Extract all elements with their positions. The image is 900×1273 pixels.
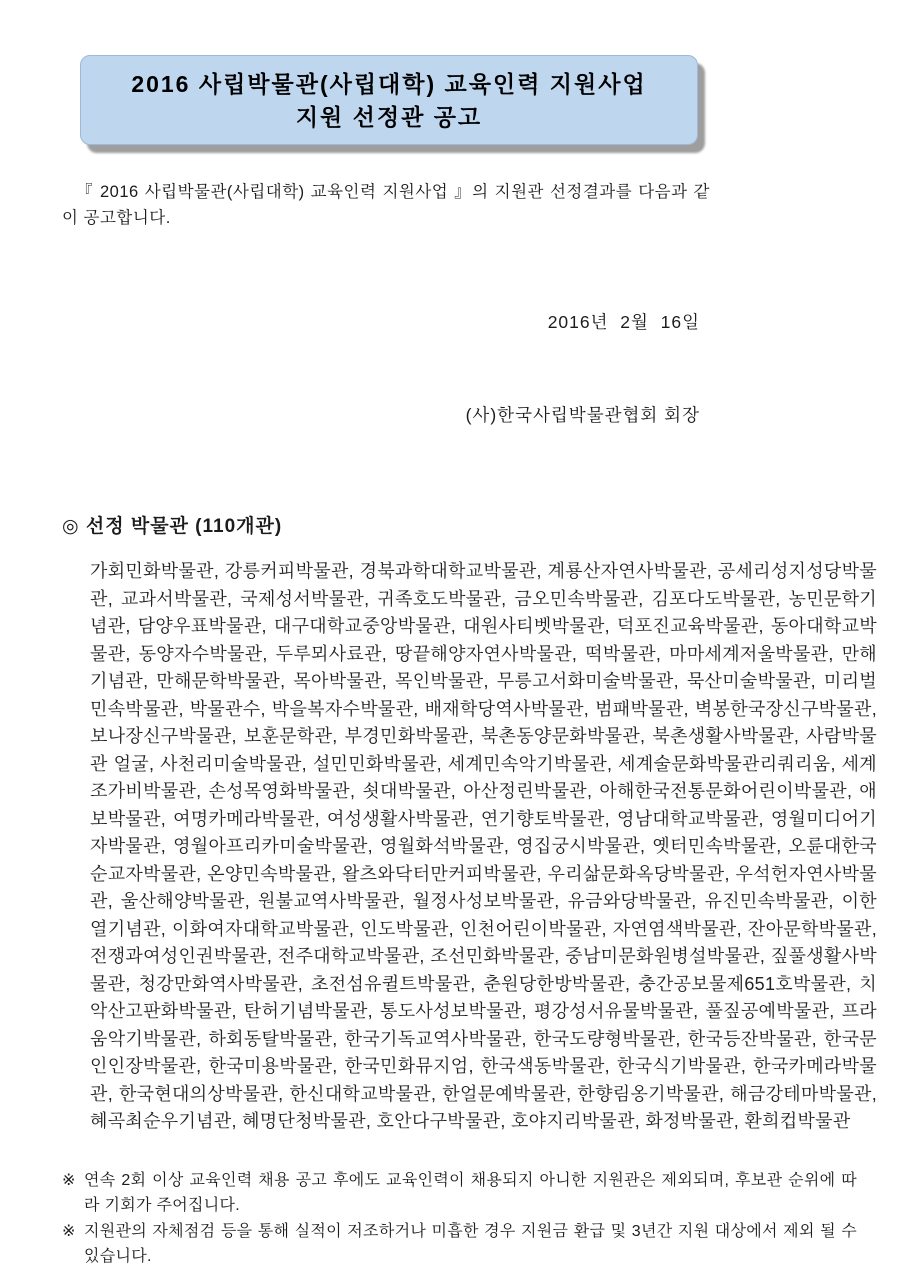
reference-mark-icon: ※: [62, 1222, 76, 1240]
footnotes: [62, 1168, 857, 1269]
announcement-date: 2016년 2월 16일: [547, 312, 700, 332]
reference-mark-icon: ※: [62, 1171, 76, 1189]
footnote-text: 연속 2회 이상 교육인력 채용 공고 후에도 교육인력이 채용되지 아니한 지원관은 제외되며, 후보관 순위에 따라 기회가 주어집니다.: [84, 1171, 857, 1214]
document-title-line1: 2016 사립박물관(사립대학) 교육인력 지원사업: [131, 71, 647, 97]
title-banner: [80, 55, 698, 145]
footnote-item: [62, 1219, 857, 1269]
museum-list: 가회민화박물관, 강릉커피박물관, 경북과학대학교박물관, 계룡산자연사박물관, 공세리성지성당박물관, 교과서박물관, 국제성서박물관, 귀족호도박물관, 금오민속박물관, 김포다도박물관, 농민문학기념관, 담양우표박물관, 대구대학교중앙박물관, 대원사티벳박물관, 덕포진교육박물관, 동아대학교박물관, 동양자수박물관, 두루뫼사료관, 땅끝해양자연사박물관, 떡박물관, 마마세계저울박물관, 만해기념관, 만해문학박물관, 목아박물관, 목인박물관, 무릉고서화미술박물관, 묵산미술박물관, 미리벌민속박물관, 박물관수, 박을복자수박물관, 배재학당역사박물관, 범패박물관, 벽봉한국장신구박물관, 보나장신구박물관, 보훈문학관, 부경민화박물관, 북촌동양문화박물관, 북촌생활사박물관, 사람박물관 얼굴, 사천리미술박물관, 설민민화박물관, 세계민속악기박물관, 세계술문화박물관리쿼리움, 세계조가비박물관, 손성목영화박물관, 쇳대박물관, 아산정린박물관, 아해한국전통문화어린이박물관, 애보박물관, 여명카메라박물관, 여성생활사박물관, 연기향토박물관, 영남대학교박물관, 영월미디어기자박물관, 영월아프리카미술박물관, 영월화석박물관, 영집궁시박물관, 옛터민속박물관, 오륜대한국순교자박물관, 온양민속박물관, 왈츠와닥터만커피박물관, 우리삶문화옥당박물관, 우석헌자연사박물관, 울산해양박물관, 원불교역사박물관, 월정사성보박물관, 유금와당박물관, 유진민속박물관, 이한열기념관, 이화여자대학교박물관, 인도박물관, 인천어린이박물관, 자연염색박물관, 잔아문학박물관, 전쟁과여성인권박물관, 전주대학교박물관, 조선민화박물관, 중남미문화원병설박물관, 짚풀생활사박물관, 청강만화역사박물관, 초전섬유퀼트박물관, 춘원당한방박물관, 충간공보물제651호박물관, 치악산고판화박물관, 탄허기념박물관, 통도사성보박물관, 평강성서유물박물관, 풀짚공예박물관, 프라움악기박물관, 하회동탈박물관, 한국기독교역사박물관, 한국도량형박물관, 한국등잔박물관, 한국문인인장박물관, 한국미용박물관, 한국민화뮤지엄, 한국색동박물관, 한국식기박물관, 한국카메라박물관, 한국현대의상박물관, 한신대학교박물관, 한얼문예박물관, 한향림옹기박물관, 해금강테마박물관, 혜곡최순우기념관, 혜명단청박물관, 호안다구박물관, 호야지리박물관, 화정박물관, 환희컵박물관: [90, 561, 877, 1131]
signature-block: [0, 245, 700, 493]
announcement-author: (사)한국사립박물관협회 회장: [465, 405, 700, 425]
footnote-text: 지원관의 자체점검 등을 통해 실적이 저조하거나 미흡한 경우 지원금 환급 및 3년간 지원 대상에서 제외 될 수 있습니다.: [84, 1222, 857, 1265]
document-title-line2: 지원 선정관 공고: [295, 104, 483, 130]
intro-paragraph: 『 2016 사립박물관(사립대학) 교육인력 지원사업 』의 지원관 선정결과를 다음과 같이 공고합니다.: [62, 183, 710, 227]
footnote-item: [62, 1168, 857, 1218]
selection-heading: ◎ 선정 박물관 (110개관): [62, 516, 283, 537]
